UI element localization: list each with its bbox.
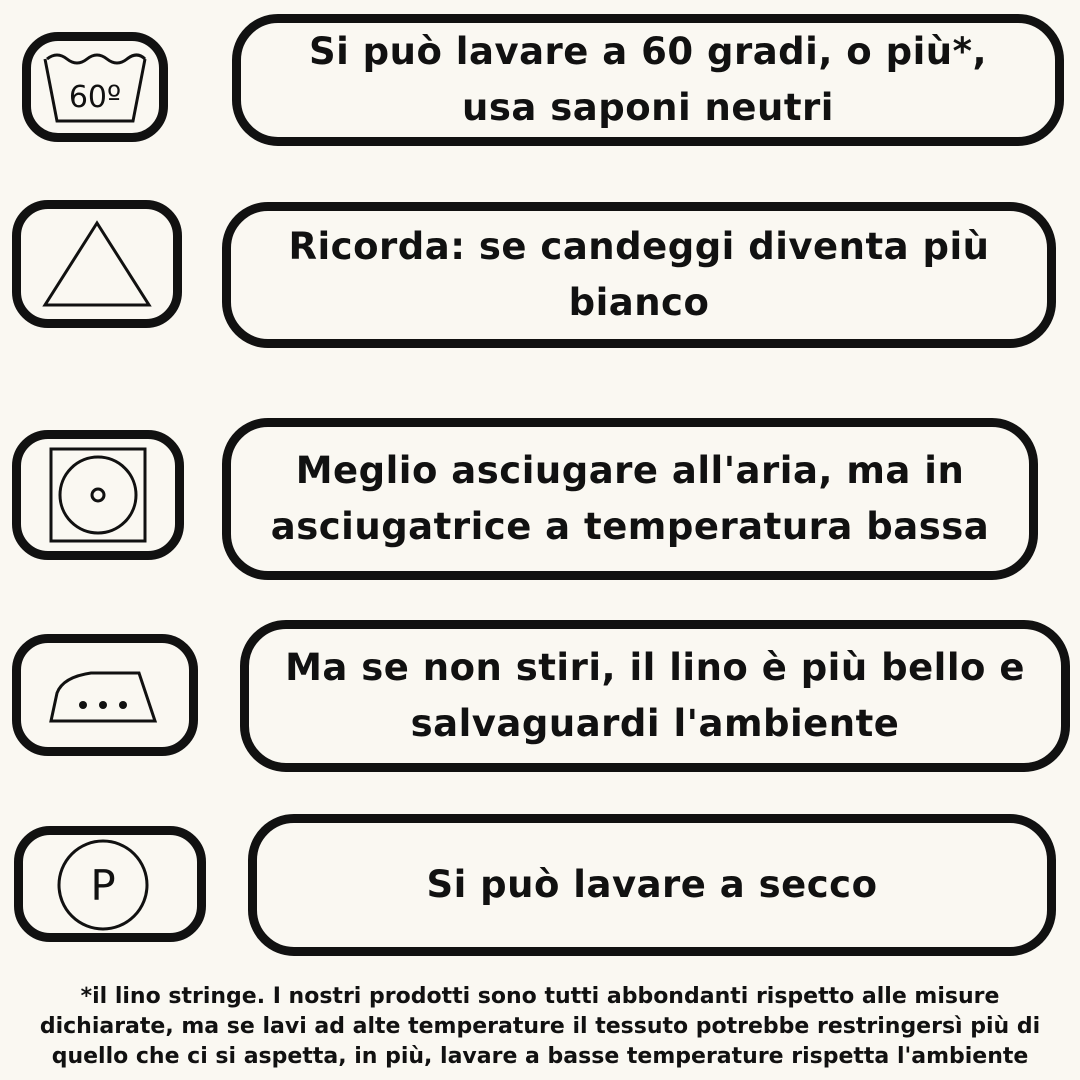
care-text-wash <box>232 14 1064 146</box>
care-text-iron <box>240 620 1070 772</box>
care-text-dryclean <box>248 814 1056 956</box>
dry-clean-p-icon <box>14 826 206 942</box>
footnote: *il lino stringe. I nostri prodotti sono tutti abbondanti rispetto alle misure dichiarate, ma se lavi ad alte temperature il tessuto potrebbe restringersì più di quello che ci si aspetta, in più, lavare a basse temperature rispetta l'ambiente <box>39 984 1041 1069</box>
tumble-dry-low-icon <box>12 430 184 560</box>
wash-60-label: 60º <box>68 80 122 115</box>
care-text-wash-label: Si può lavare a 60 gradi, o più*, usa saponi neutri <box>308 30 988 129</box>
care-text-dry-label: Meglio asciugare all'aria, ma in asciugatrice a temperatura bassa <box>270 449 990 548</box>
care-text-bleach-label: Ricorda: se candeggi diventa più bianco <box>288 225 990 324</box>
iron-three-dots-icon <box>12 634 198 756</box>
care-text-dryclean-label: Si può lavare a secco <box>426 863 878 906</box>
wash-60-icon <box>22 32 168 142</box>
care-text-dry <box>222 418 1038 580</box>
bleach-triangle-icon <box>12 200 182 328</box>
dry-clean-p-label: P <box>90 861 116 910</box>
care-text-bleach <box>222 202 1056 348</box>
care-text-iron-label: Ma se non stiri, il lino è più bello e salvaguardi l'ambiente <box>285 646 1025 745</box>
